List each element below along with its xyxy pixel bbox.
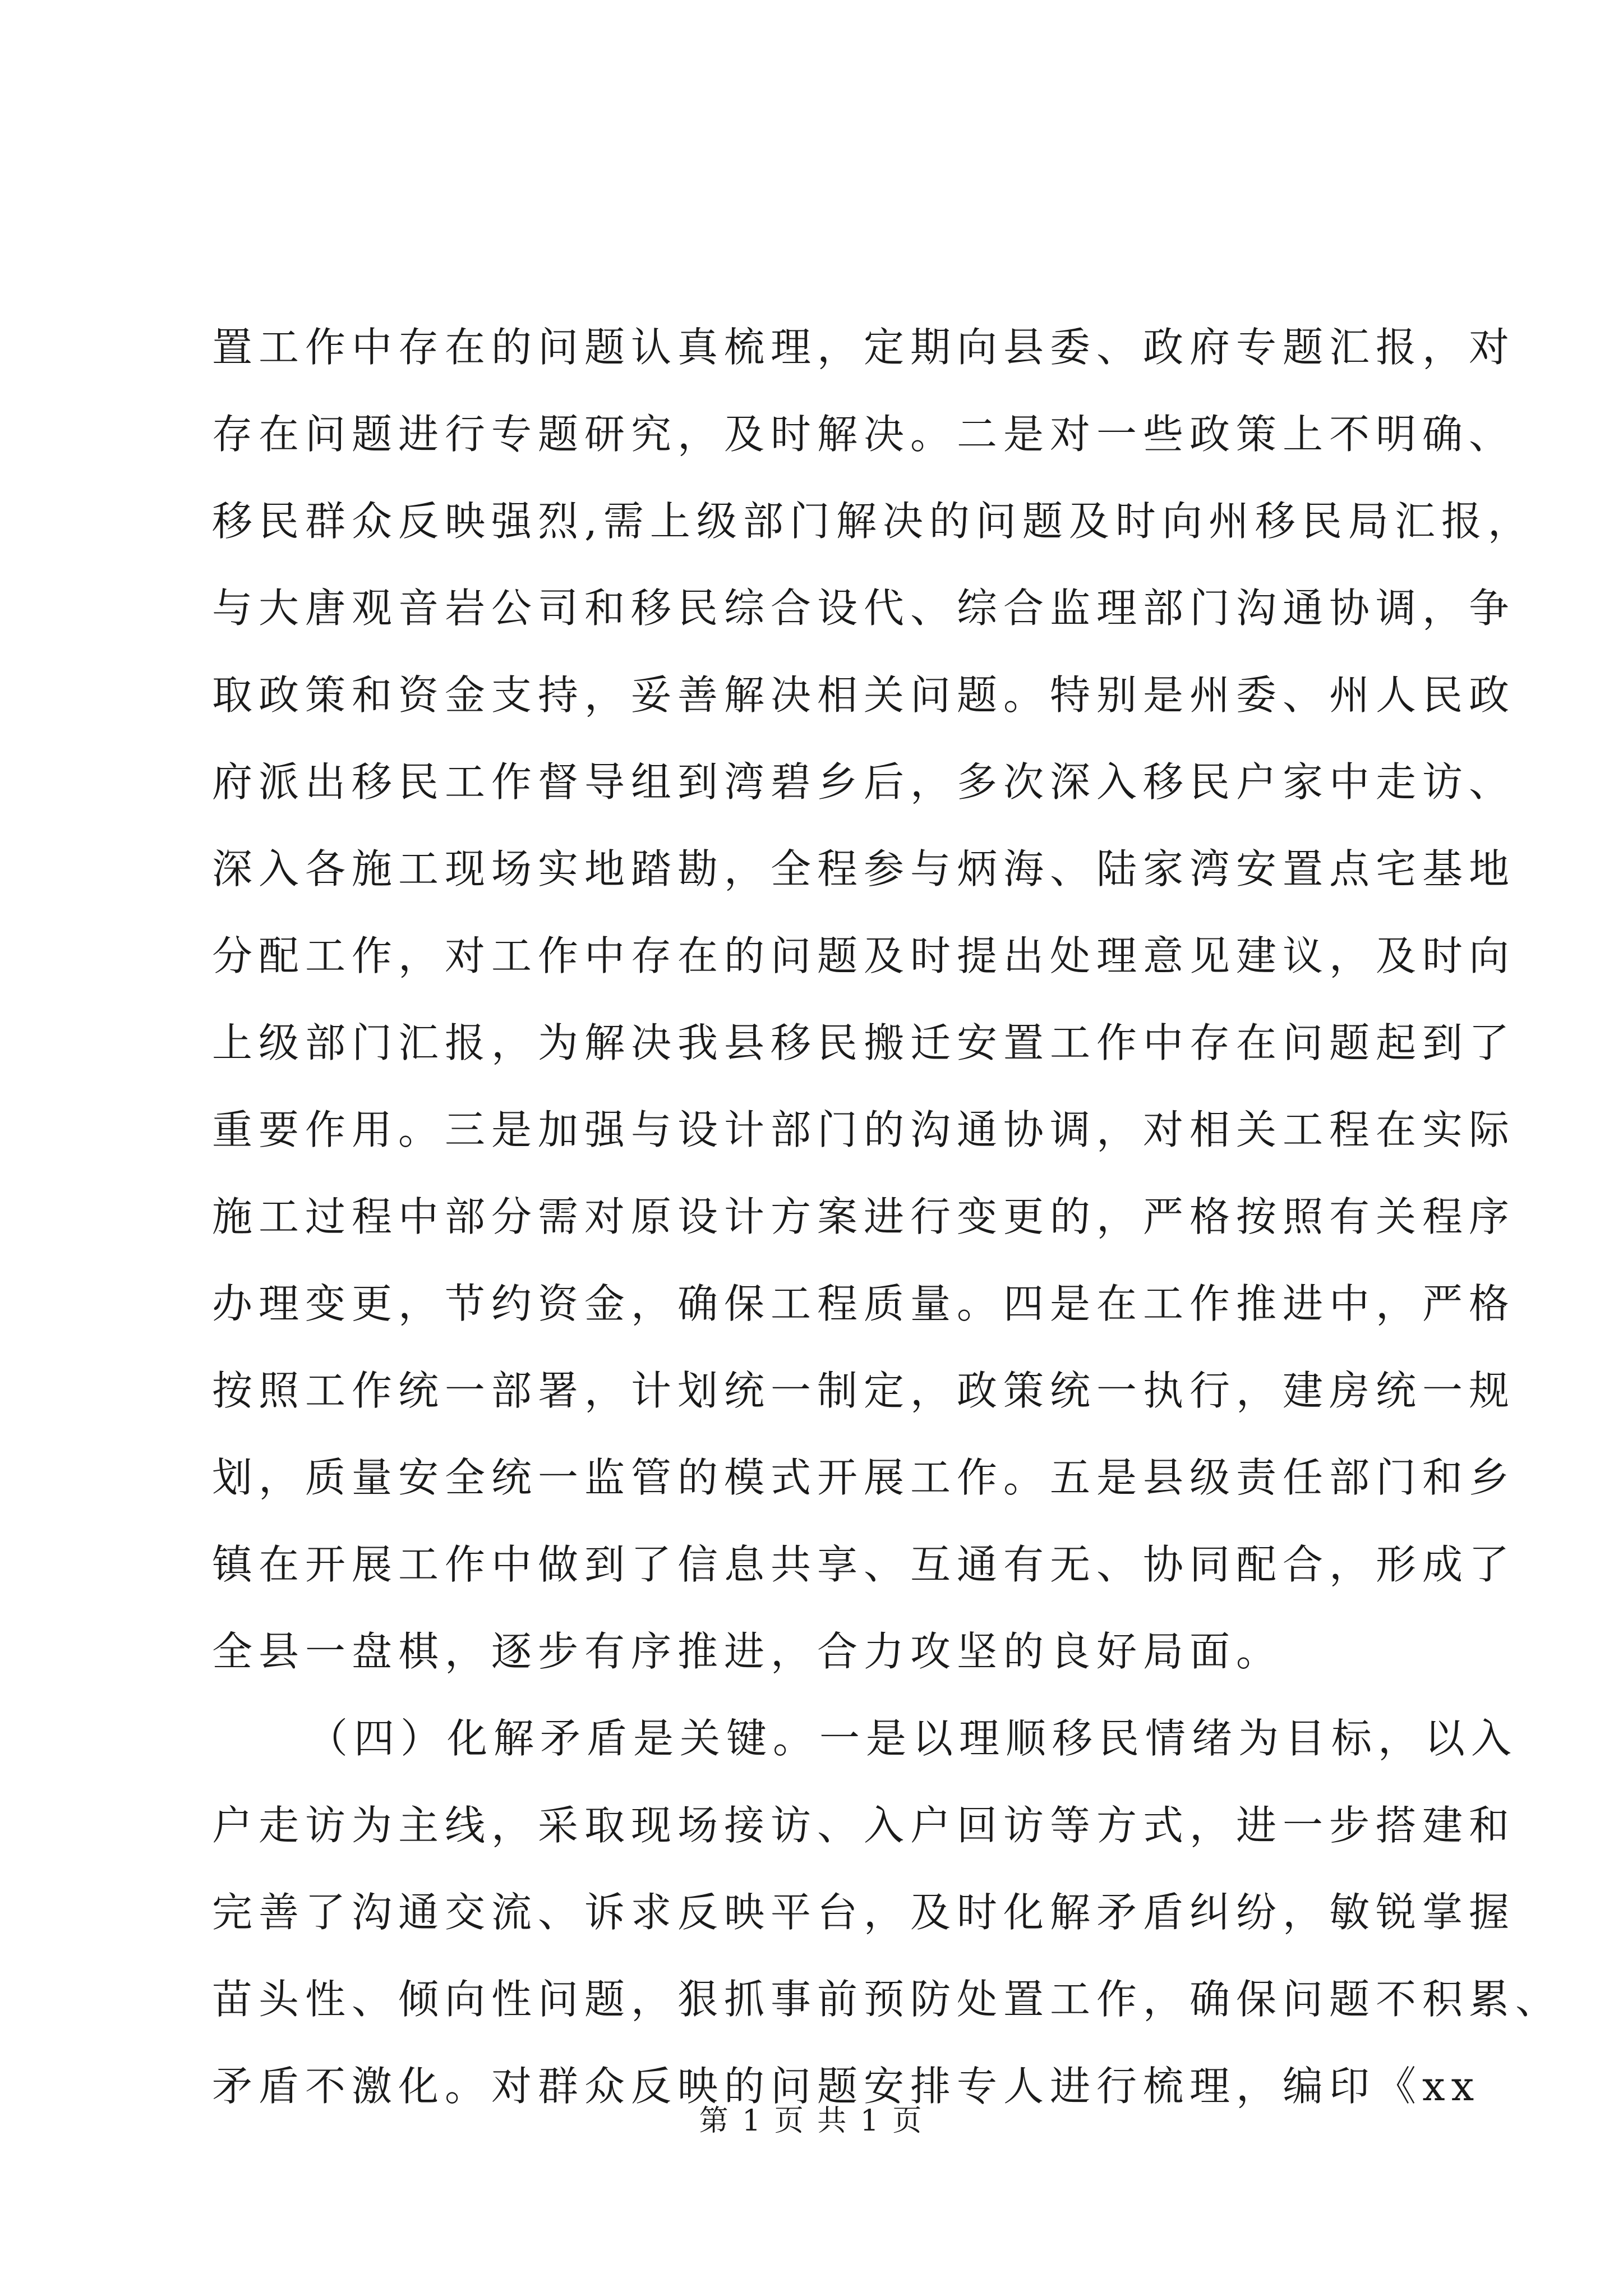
document-body bbox=[212, 304, 1562, 2130]
text-line: 施工过程中部分需对原设计方案进行变更的，严格按照有关程序 bbox=[212, 1193, 1516, 1240]
text-line: 苗头性、倾向性问题，狠抓事前预防处置工作，确保问题不积累、 bbox=[212, 1976, 1562, 2023]
text-line: 划，质量安全统一监管的模式开展工作。五是县级责任部门和乡 bbox=[212, 1454, 1516, 1501]
text-line: 置工作中存在的问题认真梳理，定期向县委、政府专题汇报，对 bbox=[212, 324, 1516, 371]
text-line: 矛盾不激化。对群众反映的问题安排专人进行梳理，编印《xx bbox=[212, 2063, 1481, 2110]
text-line: 与大唐观音岩公司和移民综合设代、综合监理部门沟通协调，争 bbox=[212, 585, 1516, 632]
page-number-footer: 第 1 页 共 1 页 bbox=[699, 2104, 924, 2138]
text-line: 府派出移民工作督导组到湾碧乡后，多次深入移民户家中走访、 bbox=[212, 758, 1516, 806]
text-line: 移民群众反映强烈,需上级部门解决的问题及时向州移民局汇报， bbox=[212, 498, 1534, 545]
text-line: 上级部门汇报，为解决我县移民搬迁安置工作中存在问题起到了 bbox=[212, 1019, 1516, 1066]
text-line: 存在问题进行专题研究，及时解决。二是对一些政策上不明确、 bbox=[212, 411, 1516, 458]
text-line: 办理变更，节约资金，确保工程质量。四是在工作推进中，严格 bbox=[212, 1280, 1516, 1327]
text-line: 分配工作，对工作中存在的问题及时提出处理意见建议，及时向 bbox=[212, 932, 1516, 979]
text-line: 重要作用。三是加强与设计部门的沟通协调，对相关工程在实际 bbox=[212, 1106, 1516, 1153]
text-line: 按照工作统一部署，计划统一制定，政策统一执行，建房统一规 bbox=[212, 1367, 1516, 1414]
text-line: 深入各施工现场实地踏勘，全程参与炳海、陆家湾安置点宅基地 bbox=[212, 845, 1516, 892]
text-line: 户走访为主线，采取现场接访、入户回访等方式，进一步搭建和 bbox=[212, 1802, 1516, 1849]
text-line: 取政策和资金支持，妥善解决相关问题。特别是州委、州人民政 bbox=[212, 671, 1516, 719]
text-line: 镇在开展工作中做到了信息共享、互通有无、协同配合，形成了 bbox=[212, 1541, 1516, 1588]
paragraph-start-line: （四）化解矛盾是关键。一是以理顺移民情绪为目标，以入 bbox=[307, 1715, 1518, 1762]
text-line: 全县一盘棋，逐步有序推进，合力攻坚的良好局面。 bbox=[212, 1628, 1283, 1675]
text-line: 完善了沟通交流、诉求反映平台，及时化解矛盾纠纷，敏锐掌握 bbox=[212, 1889, 1516, 1936]
